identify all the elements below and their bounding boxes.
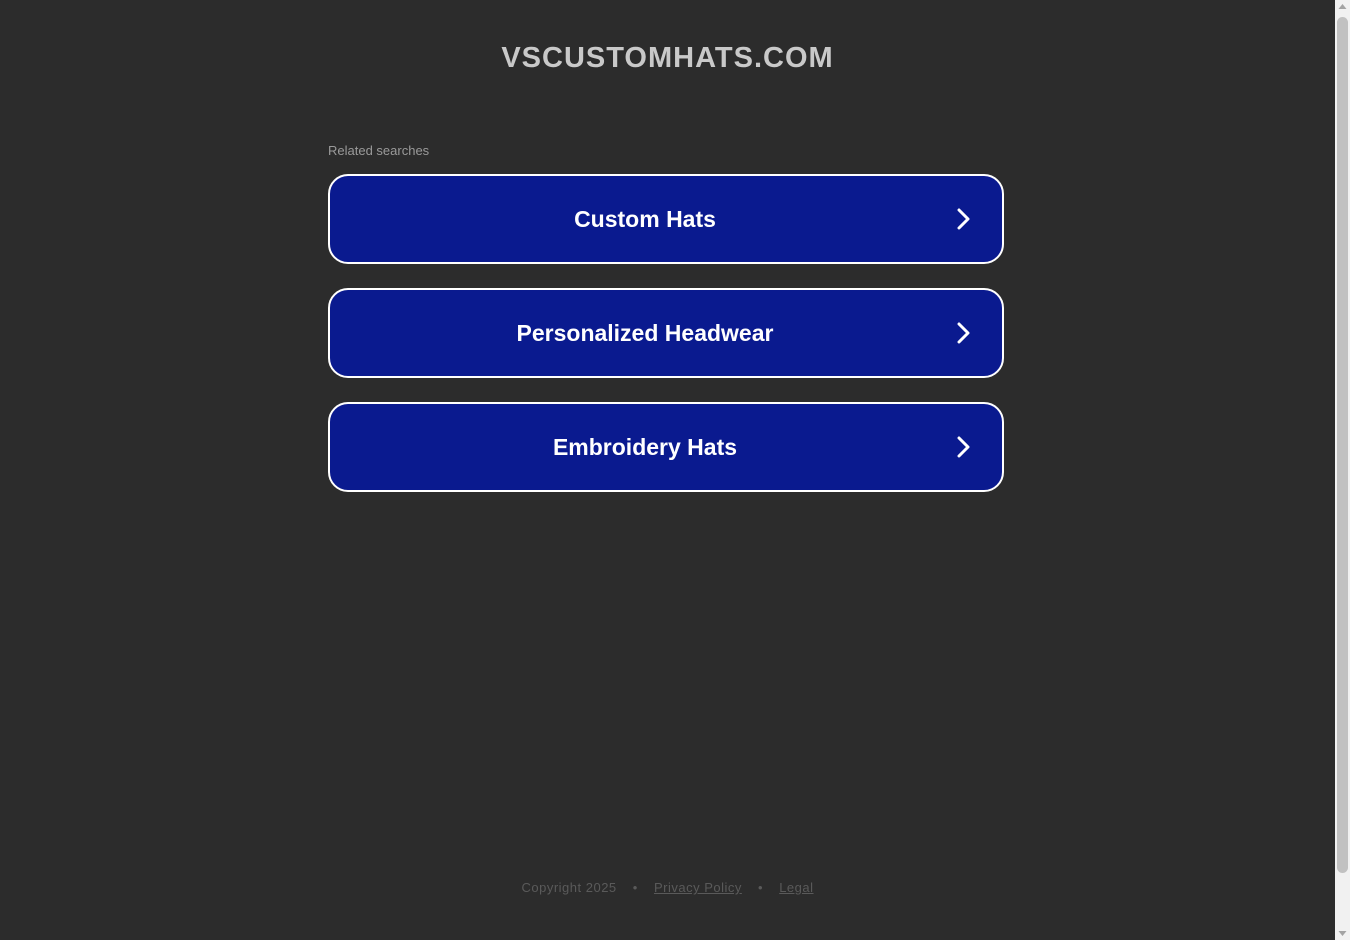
related-search-button-personalized-headwear[interactable] [328, 288, 1004, 378]
related-search-button-embroidery-hats[interactable] [328, 402, 1004, 492]
legal-link[interactable]: Legal [779, 880, 814, 895]
scroll-down-arrow-icon[interactable] [1335, 925, 1350, 940]
footer-separator: • [758, 880, 764, 895]
related-search-label: Personalized Headwear [516, 320, 774, 346]
footer-separator: • [632, 880, 638, 895]
related-searches-label: Related searches [328, 143, 430, 158]
related-search-label: Custom Hats [574, 206, 716, 232]
copyright-text: Copyright 2025 [521, 880, 617, 895]
vertical-scrollbar[interactable] [1335, 0, 1350, 940]
footer [0, 880, 1335, 895]
privacy-policy-link[interactable]: Privacy Policy [653, 880, 742, 895]
related-search-label: Embroidery Hats [552, 434, 738, 460]
chevron-right-icon [952, 208, 974, 230]
scrollbar-thumb[interactable] [1337, 17, 1348, 873]
scroll-up-arrow-icon[interactable] [1335, 0, 1350, 15]
site-title: VSCUSTOMHATS.COM [501, 42, 834, 74]
chevron-right-icon [952, 322, 974, 344]
chevron-right-icon [952, 436, 974, 458]
related-search-button-custom-hats[interactable] [328, 174, 1004, 264]
